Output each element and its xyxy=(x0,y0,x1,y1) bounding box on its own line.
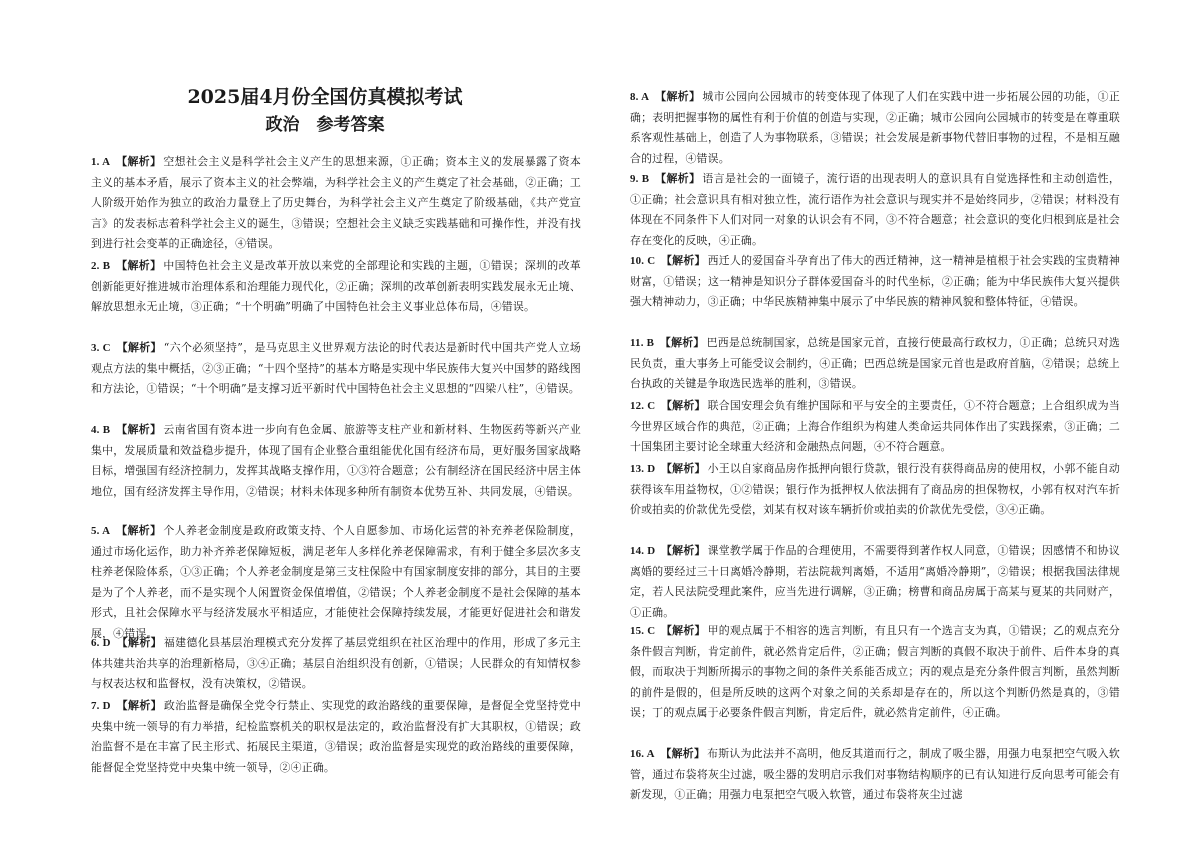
analysis-tag: 【解析】 xyxy=(122,636,162,649)
answer-text: 空想社会主义是科学社会主义产生的思想来源，①正确；资本主义的发展暴露了资本主义的基本矛盾，展示了资本主义的社会弊端，为科学社会主义的产生奠定了社会基础，②正确；工人阶级开始作为独立的政治力量登上了历史舞台，为科学社会主义产生奠定了阶级基础，《共产党宣言》的发表标志着科学社会主义的诞生，③错误；空想社会主义缺乏实践基础和可操作性，并没有找到进行社会变革的正确途径，④错误。 xyxy=(91,155,581,251)
answer-text: 个人养老金制度是政府政策支持、个人自愿参加、市场化运营的补充养老保险制度，通过市场化运作，助力补齐养老保障短板，满足老年人多样化养老保障需求，有利于健全多层次多支柱养老保险体系，①③正确；个人养老金制度是第三支柱保险中有国家制度安排的部分，其目的主要是为了个人养老，而不是实现个人闲置资金保值增值，②错误；个人养老金制度不是社会保障的基本形式，且社会保障水平与经济发展水平相适应，才能使社会保障持续发展，才能更好促进社会和谐发展，④错误。 xyxy=(91,524,581,640)
analysis-tag: 【解析】 xyxy=(122,341,162,354)
answer-text: 福建德化县基层治理模式充分发挥了基层党组织在社区治理中的作用，形成了多元主体共建共治共享的治理新格局，③④正确；基层自治组织没有创新，①错误；人民群众的有知情权参与权表达权和监督权，没有决策权，②错误。 xyxy=(91,636,581,691)
answer-item-9 xyxy=(630,169,1120,251)
answer-number: 16. A xyxy=(630,748,655,760)
answer-item-10 xyxy=(630,251,1120,313)
answer-text: 中国特色社会主义是改革开放以来党的全部理论和实践的主题，①错误；深圳的改革创新能更好推进城市治理体系和治理能力现代化，②正确；深圳的改革创新表明实践发展永无止境、解放思想永无止境，③正确；“十个明确”明确了中国特色社会主义事业总体布局，④错误。 xyxy=(91,259,581,314)
answer-text: “六个必须坚持”，是马克思主义世界观方法论的时代表达是新时代中国共产党人立场观点方法的集中概括，②③正确；“十四个坚持”的基本方略是实现中华民族伟大复兴中国梦的路线图和方法论，①错误；“十个明确”是支撑习近平新时代中国特色社会主义思想的“四梁八柱”，④错误。 xyxy=(91,341,581,396)
answer-item-4 xyxy=(91,420,581,502)
answer-item-6 xyxy=(91,633,581,695)
answer-number: 8. A xyxy=(630,91,650,103)
answer-item-14 xyxy=(630,541,1120,623)
analysis-tag: 【解析】 xyxy=(666,254,706,267)
analysis-tag: 【解析】 xyxy=(121,155,162,168)
answer-number: 13. D xyxy=(630,463,656,475)
answer-text: 联合国安理会负有维护国际和平与安全的主要责任，①不符合题意；上合组织成为当今世界区域合作的典范，②正确；上海合作组织为构建人类命运共同体作出了实践探索，③正确；二十国集团主要讨论全球重大经济和金融热点问题，④不符合题意。 xyxy=(630,399,1121,454)
answer-number: 5. A xyxy=(91,525,111,537)
answer-number: 4. B xyxy=(91,424,111,436)
analysis-tag: 【解析】 xyxy=(121,524,162,537)
analysis-tag: 【解析】 xyxy=(666,462,706,475)
answer-item-11 xyxy=(630,333,1120,395)
answer-text: 巴西是总统制国家，总统是国家元首，直接行使最高行政权力，①正确；总统只对选民负责，重大事务上可能受议会制约，④正确；巴西总统是国家元首也是政府首脑，②错误；总统上台执政的关键是争取选民选举的胜利，③错误。 xyxy=(630,336,1121,391)
answer-item-7 xyxy=(91,696,581,778)
answer-item-15 xyxy=(630,621,1120,724)
answer-text: 布斯认为此法并不高明，他反其道而行之，制成了吸尘器，用强力电泵把空气吸入软管，通过布袋将灰尘过滤，吸尘器的发明启示我们对事物结构顺序的已有认知进行反向思考可能会有新发现，①正确；用强力电泵把空气吸入软管，通过布袋将灰尘过滤 xyxy=(630,747,1120,802)
analysis-tag: 【解析】 xyxy=(666,544,706,557)
answer-item-8 xyxy=(630,87,1120,169)
analysis-tag: 【解析】 xyxy=(665,747,706,760)
page-subtitle: 政治 参考答案 xyxy=(265,115,385,135)
answer-number: 1. A xyxy=(91,156,111,168)
answer-text: 甲的观点属于不相容的选言判断，有且只有一个选言支为真，①错误；乙的观点充分条件假言判断，肯定前件，就必然肯定后件，②正确；假言判断的真假不取决于前件、后件本身的真假，而取决于判断所揭示的事物之间的条件关系能否成立；丙的观点是充分条件假言判断，虽然判断的前件是假的，但是所反映的这两个对象之间的关系却是存在的，所以这个判断仍然是真的，③错误；丁的观点属于必要条件假言判断，肯定后件，就必然肯定前件，④正确。 xyxy=(630,624,1121,720)
answer-number: 2. B xyxy=(91,260,111,272)
answer-number: 10. C xyxy=(630,255,656,267)
analysis-tag: 【解析】 xyxy=(666,399,706,412)
answer-number: 11. B xyxy=(630,337,655,349)
answer-item-16 xyxy=(630,744,1120,806)
answer-item-1 xyxy=(91,152,581,255)
answer-item-3 xyxy=(91,338,581,400)
answer-item-2 xyxy=(91,256,581,318)
analysis-tag: 【解析】 xyxy=(665,336,705,349)
answer-number: 6. D xyxy=(91,637,111,649)
analysis-tag: 【解析】 xyxy=(660,172,701,185)
answer-number: 3. C xyxy=(91,342,111,354)
answer-number: 12. C xyxy=(630,400,656,412)
answer-number: 15. C xyxy=(630,625,656,637)
answer-text: 政治监督是确保全党令行禁止、实现党的政治路线的重要保障，是督促全党坚持党中央集中统一领导的有力举措，纪检监察机关的职权是法定的，政治监督没有扩大其职权，①错误；政治监督不是在丰富了民主形式、拓展民主渠道，③错误；政治监督是实现党的政治路线的重要保障，能督促全党坚持党中央集中统一领导，②④正确。 xyxy=(91,699,581,774)
analysis-tag: 【解析】 xyxy=(122,699,162,712)
answer-item-12 xyxy=(630,396,1120,458)
answer-number: 14. D xyxy=(630,545,656,557)
answer-text: 云南省国有资本进一步向有色金属、旅游等支柱产业和新材料、生物医药等新兴产业集中，发展质量和效益稳步提升，体现了国有企业整合重组能优化国有经济布局，更好服务国家战略目标，增强国有经济控制力，发挥其战略支撑作用，①③符合题意；公有制经济在国民经济中居主体地位，国有经济发挥主导作用，②错误；材料未体现多种所有制资本优势互补、共同发展，④错误。 xyxy=(91,423,581,498)
analysis-tag: 【解析】 xyxy=(121,423,162,436)
answer-text: 小王以自家商品房作抵押向银行贷款，银行没有获得商品房的使用权，小郭不能自动获得该车用益物权，①②错误；银行作为抵押权人依法拥有了商品房的担保物权，小郭有权对汽车折价或拍卖的价款优先受偿，刘某有权对该车辆折价或拍卖的价款优先受偿，③④正确。 xyxy=(630,462,1121,517)
answer-number: 7. D xyxy=(91,700,111,712)
answer-text: 西迁人的爱国奋斗孕育出了伟大的西迁精神，这一精神是植根于社会实践的宝贵精神财富，①错误；这一精神是知识分子群体爱国奋斗的时代坐标，②正确；能为中华民族伟大复兴提供强大精神动力，③正确；中华民族精神集中展示了中华民族的精神风貌和整体特征，④错误。 xyxy=(630,254,1121,309)
analysis-tag: 【解析】 xyxy=(660,90,701,103)
answer-item-13 xyxy=(630,459,1120,521)
answer-text: 课堂教学属于作品的合理使用，不需要得到著作权人同意，①错误；因感情不和协议离婚的要经过三十日离婚冷静期，若法院裁判离婚，不适用“离婚冷静期”，②错误；根据我国法律规定，若人民法院受理此案件，应当先进行调解，③正确；榜曹和商品房属于高某与夏某的共同财产，①正确。 xyxy=(630,544,1121,619)
answer-text: 城市公园向公园城市的转变体现了体现了人们在实践中进一步拓展公园的功能，①正确；表明把握事物的属性有利于价值的创造与实现，②正确；城市公园向公园城市的转变是在尊重联系客观性基础上，创造了人为事物联系，③错误；社会发展是新事物代替旧事物的过程，不是相互融合的过程，④错误。 xyxy=(630,90,1120,165)
answer-number: 9. B xyxy=(630,173,650,185)
analysis-tag: 【解析】 xyxy=(121,259,162,272)
answer-item-5 xyxy=(91,521,581,645)
answer-text: 语言是社会的一面镜子，流行语的出现表明人的意识具有自觉选择性和主动创造性，①正确；社会意识具有相对独立性，流行语作为社会意识与现实并不是始终同步，②错误；材料没有体现在不同条件下人们对同一对象的认识会有不同，③不符合题意；社会意识的变化归根到底是社会存在变化的反映，④正确。 xyxy=(630,172,1120,247)
page-title: 2025届4月份全国仿真模拟考试 xyxy=(187,86,463,108)
analysis-tag: 【解析】 xyxy=(666,624,706,637)
